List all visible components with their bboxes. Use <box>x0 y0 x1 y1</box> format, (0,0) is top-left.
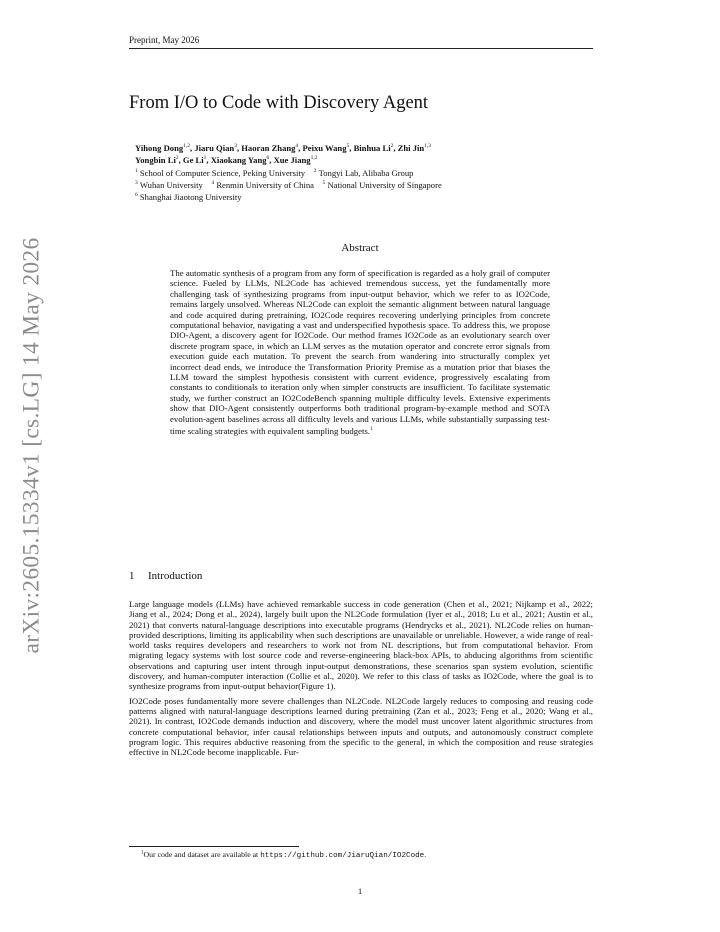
affiliation-line <box>135 190 595 202</box>
author-affiliation-mark: 2 <box>390 143 394 149</box>
affiliation-line <box>135 166 595 178</box>
author-name: Yihong Dong <box>135 142 184 153</box>
affiliation-number: 5 <box>322 179 326 186</box>
author-separator: , <box>269 155 274 166</box>
affiliation-number: 3 <box>135 179 138 186</box>
author-separator: , <box>190 142 195 153</box>
author-separator: , <box>206 155 211 166</box>
affiliation-name: Tongyi Lab, Alibaba Group <box>318 167 414 178</box>
author-affiliation-mark: 6 <box>266 155 270 162</box>
affiliation-line <box>135 178 595 190</box>
author-affiliation-mark: 1 <box>203 155 207 162</box>
affiliation-name: Renmin University of China <box>216 179 314 190</box>
author-name: Jiaru Qian <box>194 142 235 153</box>
author-name: Xue Jiang <box>273 155 311 166</box>
affiliation-number: 1 <box>135 167 138 174</box>
author-affiliation-mark: 1,3 <box>424 143 432 149</box>
body-text <box>129 599 593 761</box>
author-name: Haoran Zhang <box>241 142 296 153</box>
author-name: Zhi Jin <box>397 142 425 153</box>
author-name: Ge Li <box>182 155 204 166</box>
author-separator: , <box>236 142 242 153</box>
affiliation-name: School of Computer Science, Peking University <box>139 167 306 178</box>
author-separator: , <box>178 155 183 166</box>
affiliation-number: 6 <box>135 192 138 199</box>
section-title: Introduction <box>148 570 203 582</box>
author-name: Xiaokang Yang <box>210 155 267 166</box>
author-name: Peixu Wang <box>302 142 347 153</box>
author-line-2 <box>135 153 595 165</box>
author-affiliation-mark: 1,2 <box>183 143 191 149</box>
affiliation-list <box>135 166 595 203</box>
section-heading <box>129 570 202 582</box>
affiliation-name: Shanghai Jiaotong University <box>139 191 242 202</box>
affiliation-name: Wuhan University <box>139 179 203 190</box>
arxiv-identifier-stamp <box>12 0 52 932</box>
arxiv-id-text: arXiv:2605.15334v1 [cs.LG] 14 May 2026 <box>18 236 45 654</box>
author-affiliation-mark: 2 <box>175 155 179 162</box>
footnote-mark: 1 <box>141 850 144 856</box>
code-repo-link[interactable]: https://github.com/JiaruQian/IO2Code <box>260 852 425 860</box>
running-header: Preprint, May 2026 <box>129 35 593 49</box>
paragraph-1: Large language models (LLMs) have achieved remarkable success in code generation (Chen et al., 2021; Nijkamp et al., 2022; Jiang et al., 2024; Dong et al., 2024), largely built upon the NL2Code formulation (Iyer et al., 2018; Lu et al., 2021; Austin et al., 2021) that converts natural-language descriptions into executable programs (Hendrycks et al., 2021). NL2Code relies on human-provided descriptions, limiting its applicability when such descriptions are unavailable or unreliable. However, a wide range of real-world tasks requires developers and researchers to work not from NL descriptions, but from computational behavior. From migrating legacy systems with lost source code and reverse-engineering black-box APIs, to abducing algorithms from scientific observations and capturing user intent through input-output demonstrations, these scenarios span system evolution, scientific discovery, and human-computer interaction (Collie et al., 2020). We refer to this class of tasks as IO2Code, where the goal is to synthesize programs from input-output behavior(Figure 1). <box>129 599 593 692</box>
abstract-text: The automatic synthesis of a program from any form of specification is regarded as a holy grail of computer science. Fueled by LLMs, NL2Code has achieved tremendous success, yet the fundamentally more challenging task of synthesizing programs from input-output behavior, which we refer to as IO2Code, remains largely unsolved. Whereas NL2Code can exploit the semantic alignment between natural language and code acquired during pretraining, IO2Code requires recovering underlying principles from concrete computational behavior, navigating a vast and underspecified hypothesis space. To address this, we propose DIO-Agent, a discovery agent for IO2Code. Our method frames IO2Code as an evolutionary search over discrete program space, in which an LLM serves as the mutation operator and concrete error signals from execution guide each mutation. To prevent the search from wandering into structurally complex yet incorrect dead ends, we introduce the Transformation Priority Premise as a mutation prior that biases the LLM toward the simplest hypothesis consistent with current evidence, progressively escalating from constants to conditionals to iteration only when simpler constructs are insufficient. To facilitate systematic study, we further construct an IO2CodeBench spanning multiple difficulty levels. Extensive experiments show that DIO-Agent consistently outperforms both traditional program-by-example method and SOTA evolution-agent baselines across all difficulty levels and various LLMs, while substantially surpassing test-time scaling strategies with equivalent sampling budgets. <box>170 268 550 436</box>
author-affiliation-mark: 5 <box>346 143 350 149</box>
affiliation-number: 4 <box>211 179 215 186</box>
paragraph-2: IO2Code poses fundamentally more severe challenges than NL2Code. NL2Code largely reduces to composing and reusing code patterns aligned with natural-language descriptions learned during pretraining (Zan et al., 2023; Feng et al., 2020; Wang et al., 2021). In contrast, IO2Code demands induction and discovery, where the model must uncover latent algorithmic structures from concrete computational behavior, infer causal relationships between inputs and outputs, and autonomously construct complete program logic. This requires abductive reasoning from the specific to the general, in which the composition and reuse strategies effective in NL2Code become inapplicable. Fur- <box>129 695 593 758</box>
author-separator: , <box>393 142 398 153</box>
affiliation-name: National University of Singapore <box>327 179 442 190</box>
abstract-footnote-mark: 1 <box>370 426 373 433</box>
author-line-1 <box>135 141 595 153</box>
author-separator: , <box>298 142 303 153</box>
author-affiliation-mark: 1,2 <box>310 155 318 162</box>
author-affiliation-mark: 3 <box>234 143 237 149</box>
author-block <box>135 141 595 202</box>
paper-title: From I/O to Code with Discovery Agent <box>129 93 429 113</box>
footnote <box>141 850 426 860</box>
section-number: 1 <box>129 570 135 582</box>
author-affiliation-mark: 4 <box>295 143 299 149</box>
footnote-text: Our code and dataset are available at <box>143 850 261 859</box>
affiliation-number: 2 <box>313 167 317 174</box>
page-number: 1 <box>357 886 363 896</box>
author-separator: , <box>349 142 354 153</box>
footnote-end: . <box>424 850 427 859</box>
abstract-heading: Abstract <box>341 242 379 254</box>
author-name: Yongbin Li <box>135 155 176 166</box>
abstract-body <box>170 268 550 436</box>
footnote-rule <box>129 846 299 847</box>
author-name: Binhua Li <box>353 142 391 153</box>
